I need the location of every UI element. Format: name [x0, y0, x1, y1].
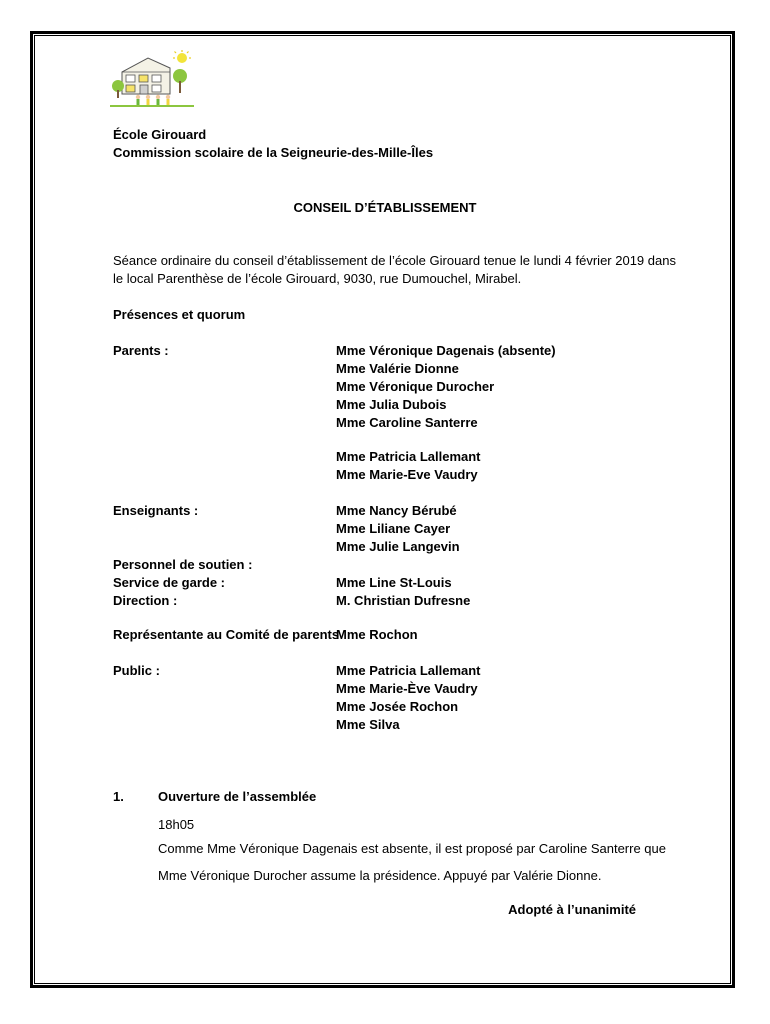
list-item: Mme Julie Langevin: [336, 539, 460, 554]
list-item: Mme Patricia Lallemant: [336, 449, 481, 464]
section-time: 18h05: [158, 817, 195, 832]
list-item: Mme Marie-Ève Vaudry: [336, 681, 478, 696]
direction-member: M. Christian Dufresne: [336, 593, 471, 608]
list-item: Mme Josée Rochon: [336, 699, 459, 714]
list-item: Mme Caroline Santerre: [336, 415, 478, 430]
parents-substitutes-list: [336, 448, 481, 484]
parents-label: Parents :: [113, 343, 169, 358]
list-item: Mme Nancy Bérubé: [336, 503, 457, 518]
list-item: Mme Julia Dubois: [336, 397, 447, 412]
committee-member: Mme Rochon: [336, 627, 418, 642]
list-item: Mme Véronique Durocher: [336, 379, 495, 394]
presence-heading: Présences et quorum: [113, 307, 246, 322]
list-item: Mme Silva: [336, 717, 400, 732]
resolution-text: Adopté à l’unanimité: [508, 902, 636, 917]
committee-label: Représentante au Comité de parents: [113, 627, 340, 642]
public-list: [336, 662, 481, 734]
teachers-label: Enseignants :: [113, 503, 199, 518]
list-item: Mme Marie-Eve Vaudry: [336, 467, 478, 482]
list-item: Mme Patricia Lallemant: [336, 663, 481, 678]
page-title: CONSEIL D’ÉTABLISSEMENT: [293, 200, 477, 215]
section-title: Ouverture de l’assemblée: [158, 789, 317, 804]
daycare-member: Mme Line St-Louis: [336, 575, 452, 590]
direction-label: Direction :: [113, 593, 178, 608]
section-text-line-2: Mme Véronique Durocher assume la présidence. Appuyé par Valérie Dionne.: [158, 868, 602, 883]
parents-list: [336, 342, 556, 432]
list-item: Mme Valérie Dionne: [336, 361, 459, 376]
teachers-list: [336, 502, 460, 556]
intro-line-1: Séance ordinaire du conseil d’établissement de l’école Girouard tenue le lundi 4 février 2019 dans: [113, 253, 676, 268]
section-text-line-1: Comme Mme Véronique Dagenais est absente, il est proposé par Caroline Santerre que: [158, 841, 666, 856]
list-item: Mme Liliane Cayer: [336, 521, 451, 536]
school-board-name: Commission scolaire de la Seigneurie-des-Mille-Îles: [113, 145, 434, 160]
public-label: Public :: [113, 663, 160, 678]
daycare-label: Service de garde :: [113, 575, 225, 590]
section-number: 1.: [113, 789, 124, 804]
list-item: Mme Véronique Dagenais (absente): [336, 343, 556, 358]
school-name: École Girouard: [113, 127, 207, 142]
school-logo-icon: [108, 50, 198, 110]
support-staff-label: Personnel de soutien :: [113, 557, 253, 572]
intro-line-2: le local Parenthèse de l’école Girouard, 9030, rue Dumouchel, Mirabel.: [113, 271, 522, 286]
